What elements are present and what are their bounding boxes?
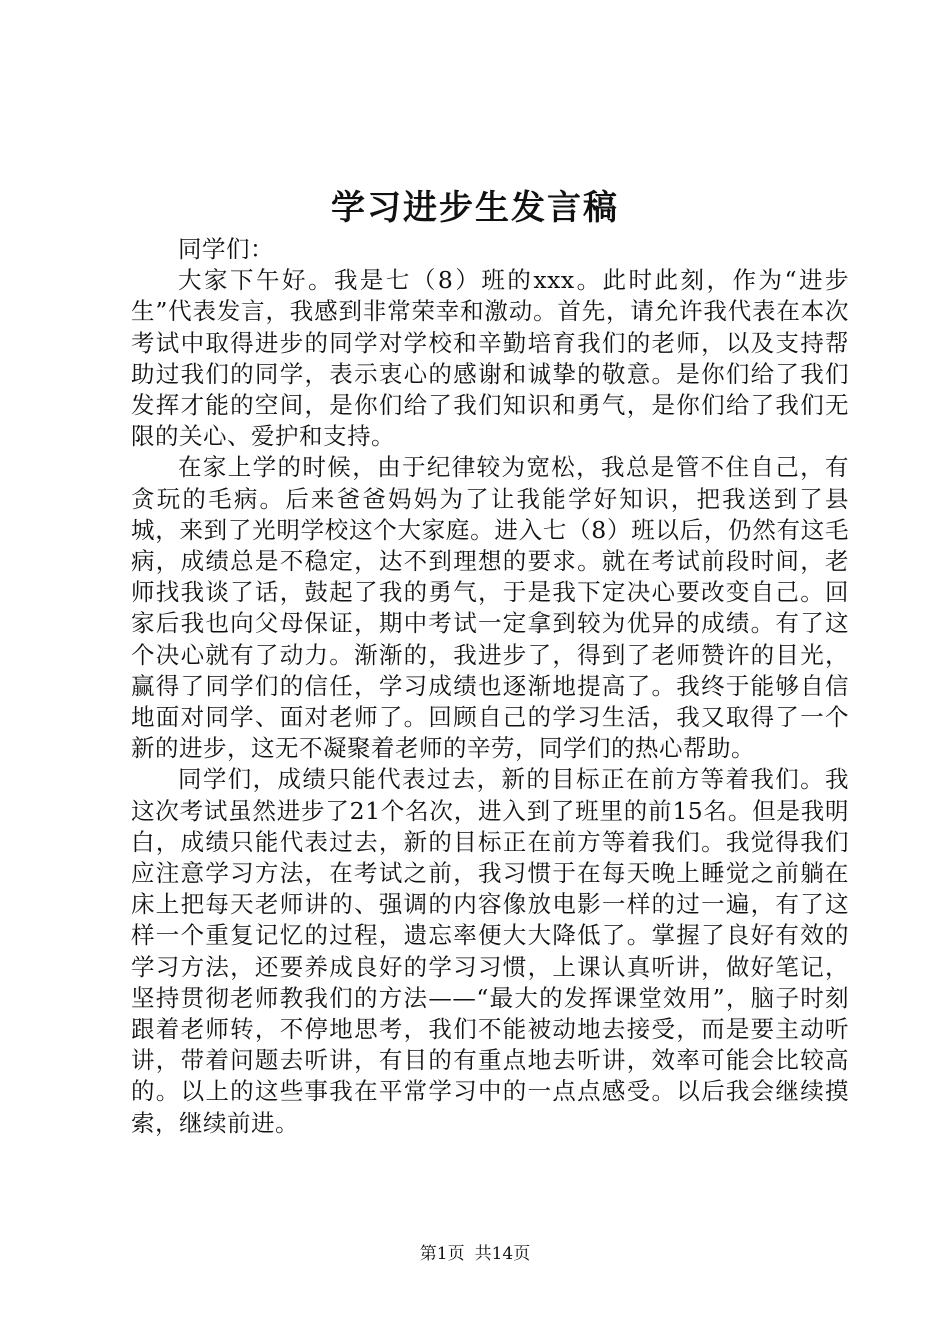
page-total: 共14页	[474, 1244, 531, 1264]
document-body	[131, 234, 849, 1139]
body-paragraph: 在家上学的时候，由于纪律较为宽松，我总是管不住自己，有贪玩的毛病。后来爸爸妈妈为了让我能学好知识，把我送到了县城，来到了光明学校这个大家庭。进入七（8）班以后，仍然有这毛病，成绩总是不稳定，达不到理想的要求。就在考试前段时间，老师找我谈了话，鼓起了我的勇气，于是我下定决心要改变自己。回家后我也向父母保证，期中考试一定拿到较为优异的成绩。有了这个决心就有了动力。渐渐的，我进步了，得到了老师赞许的目光，赢得了同学们的信任，学习成绩也逐渐地提高了。我终于能够自信地面对同学、面对老师了。回顾自己的学习生活，我又取得了一个新的进步，这无不凝聚着老师的辛劳，同学们的热心帮助。	[131, 453, 849, 763]
body-paragraph: 大家下午好。我是七（8）班的xxx。此时此刻，作为“进步生”代表发言，我感到非常荣幸和激动。首先，请允许我代表在本次考试中取得进步的同学对学校和辛勤培育我们的老师，以及支持帮助过我们的同学，表示衷心的感谢和诚挚的敬意。是你们给了我们发挥才能的空间，是你们给了我们知识和勇气，是你们给了我们无限的关心、爱护和支持。	[131, 266, 849, 451]
document-title: 学习进步生发言稿	[331, 188, 619, 228]
body-paragraph: 同学们，成绩只能代表过去，新的目标正在前方等着我们。我这次考试虽然进步了21个名次，进入到了班里的前15名。但是我明白，成绩只能代表过去，新的目标正在前方等着我们。我觉得我们应注意学习方法，在考试之前，我习惯于在每天晚上睡觉之前躺在床上把每天老师讲的、强调的内容像放电影一样的过一遍，有了这样一个重复记忆的过程，遗忘率便大大降低了。掌握了良好有效的学习方法，还要养成良好的学习习惯，上课认真听讲，做好笔记，坚持贯彻老师教我们的方法——“最大的发挥课堂效用”，脑子时刻跟着老师转，不停地思考，我们不能被动地去接受，而是要主动听讲，带着问题去听讲，有目的有重点地去听讲，效率可能会比较高的。以上的这些事我在平常学习中的一点点感受。以后我会继续摸索，继续前进。	[131, 765, 849, 1137]
salutation-paragraph: 同学们：	[178, 235, 274, 263]
page-number: 第1页	[419, 1244, 465, 1264]
page-footer	[0, 1242, 950, 1266]
